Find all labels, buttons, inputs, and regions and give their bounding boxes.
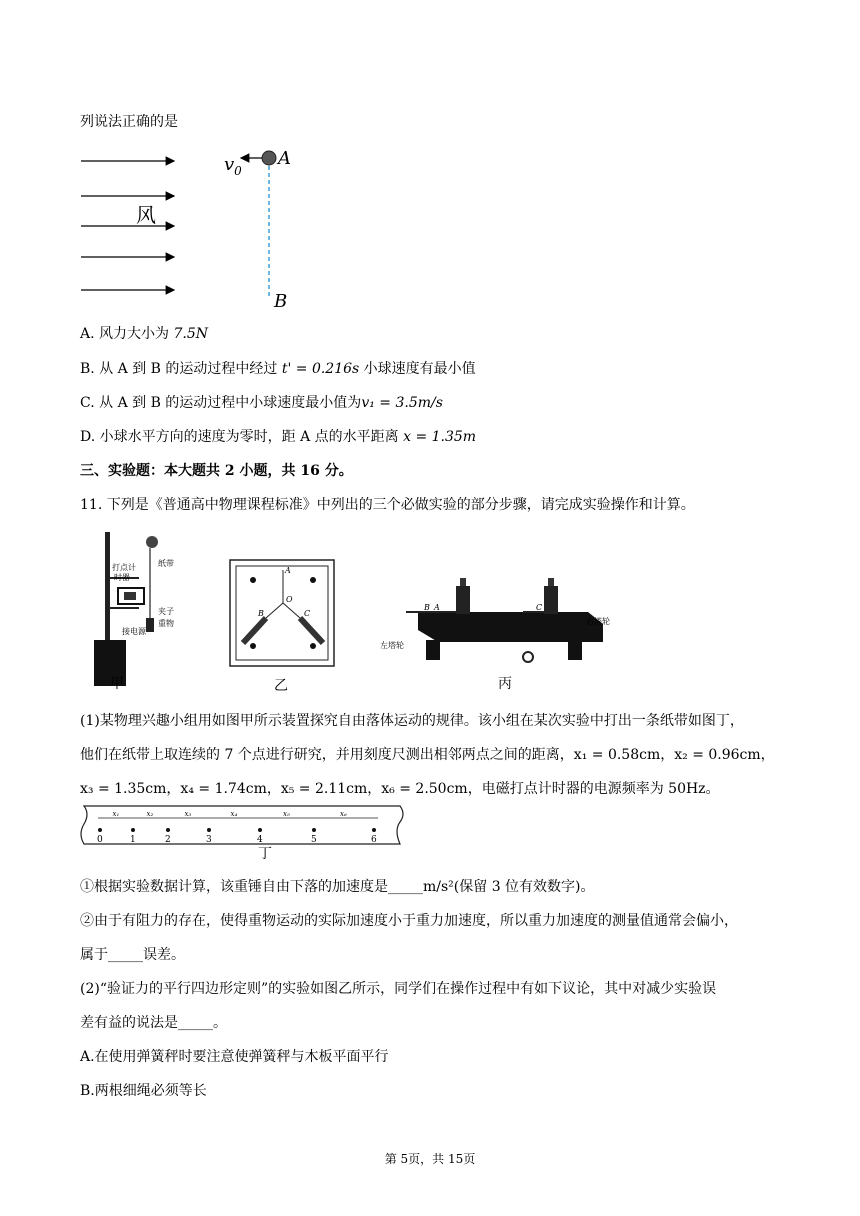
section-title: 三、实验题：本大题共 2 小题，共 16 分。 bbox=[80, 463, 353, 479]
tape-point-label: 3 bbox=[206, 835, 212, 845]
jia-label: 甲 bbox=[110, 676, 124, 690]
tape-point bbox=[131, 828, 135, 832]
point-a-label: A bbox=[278, 148, 291, 169]
bing-left-label: 左塔轮 bbox=[380, 641, 404, 650]
q11-p1-line1: (1)某物理兴趣小组用如图甲所示装置探究自由落体运动的规律。该小组在某次实验中打出一条纸带如图丁， bbox=[80, 713, 744, 729]
lead-text: 列说法正确的是 bbox=[80, 114, 178, 130]
yi-a-label: A bbox=[285, 566, 291, 575]
option-b: B. 从 A 到 B 的运动过程中经过 t' = 0.216s 小球速度有最小值 bbox=[80, 361, 476, 377]
tape-segment-label: x₅ bbox=[283, 810, 290, 818]
choice-a: A.在使用弹簧秤时要注意使弹簧秤与木板平面平行 bbox=[80, 1049, 389, 1065]
figure-yi bbox=[228, 558, 338, 698]
tape-segment-label: x₆ bbox=[340, 810, 347, 818]
yi-b-label: B bbox=[258, 609, 264, 618]
q11-p2-line1: (2)“验证力的平行四边形定则”的实验如图乙所示，同学们在操作过程中有如下议论，其中对减少实验误 bbox=[80, 981, 717, 997]
bing-c-label: C bbox=[536, 603, 543, 612]
jia-timer-label: 打点计 bbox=[112, 563, 136, 572]
tape-point bbox=[207, 828, 211, 832]
q11-intro: 11. 下列是《普通高中物理课程标准》中列出的三个必做实验的部分步骤，请完成实验操作和计算。 bbox=[80, 497, 695, 513]
choice-b: B.两根细绳必须等长 bbox=[80, 1083, 207, 1099]
tape-point-label: 6 bbox=[371, 835, 377, 845]
tape-point bbox=[312, 828, 316, 832]
figure-bing bbox=[378, 572, 638, 692]
tape-figure bbox=[78, 804, 408, 860]
jia-weight-label: 重物 bbox=[158, 619, 174, 628]
v0-label: $v_0$ bbox=[224, 154, 242, 178]
tape-point-label: 1 bbox=[130, 835, 136, 845]
q11-sub2-line2: 属于_____误差。 bbox=[80, 947, 185, 963]
q11-p1-line3: x₃ = 1.35cm，x₄ = 1.74cm，x₅ = 2.11cm，x₆ = 2.50cm，电磁打点计时器的电源频率为 50Hz。 bbox=[80, 781, 720, 797]
tape-point bbox=[98, 828, 102, 832]
yi-o-label: O bbox=[286, 595, 293, 604]
jia-clip-label: 夹子 bbox=[158, 607, 174, 616]
bing-a-label: A bbox=[434, 603, 440, 612]
tape-point-label: 0 bbox=[97, 835, 103, 845]
option-a: A. 风力大小为 7.5N bbox=[80, 326, 208, 342]
bing-b-label: B bbox=[424, 603, 430, 612]
tape-point-label: 4 bbox=[257, 835, 263, 845]
tape-point bbox=[166, 828, 170, 832]
point-b-label: B bbox=[274, 291, 288, 312]
bing-right-label: 右塔轮 bbox=[586, 617, 610, 626]
page-footer: 第 5页，共 15页 bbox=[384, 1152, 476, 1166]
yi-c-label: C bbox=[304, 609, 311, 618]
tape-point-label: 5 bbox=[311, 835, 317, 845]
q11-sub2-line1: ②由于有阻力的存在，使得重物运动的实际加速度小于重力加速度，所以重力加速度的测量值通常会偏小， bbox=[80, 913, 738, 929]
bing-label: 丙 bbox=[498, 676, 512, 692]
q11-sub1: ①根据实验数据计算，该重锤自由下落的加速度是_____m/s²(保留 3 位有效数字)。 bbox=[80, 879, 595, 895]
option-d: D. 小球水平方向的速度为零时，距 A 点的水平距离 x = 1.35m bbox=[80, 429, 477, 445]
yi-label: 乙 bbox=[274, 678, 288, 694]
q11-p2-line2: 差有益的说法是_____。 bbox=[80, 1015, 227, 1031]
tape-segment-label: x₃ bbox=[184, 810, 192, 818]
wind-label: 风 bbox=[136, 203, 156, 227]
tape-point-label: 2 bbox=[165, 835, 171, 845]
jia-power-label: 接电源 bbox=[122, 627, 146, 636]
wind-figure bbox=[76, 140, 306, 315]
q11-p1-line2: 他们在纸带上取连续的 7 个点进行研究，并用刻度尺测出相邻两点之间的距离，x₁ = 0.58cm，x₂ = 0.96cm， bbox=[80, 747, 775, 763]
jia-timer-label2: 时器 bbox=[114, 573, 130, 582]
tape-segment-label: x₂ bbox=[146, 810, 154, 818]
tape-point bbox=[258, 828, 262, 832]
jia-tape-label: 纸带 bbox=[158, 559, 174, 568]
ball-a bbox=[262, 151, 276, 165]
figure-jia bbox=[84, 530, 194, 690]
tape-label: 丁 bbox=[258, 846, 272, 860]
tape-segment-label: x₁ bbox=[112, 810, 120, 818]
tape-segment-label: x₄ bbox=[230, 810, 238, 818]
option-c: C. 从 A 到 B 的运动过程中小球速度最小值为v₁ = 3.5m/s bbox=[80, 395, 443, 411]
tape-point bbox=[372, 828, 376, 832]
